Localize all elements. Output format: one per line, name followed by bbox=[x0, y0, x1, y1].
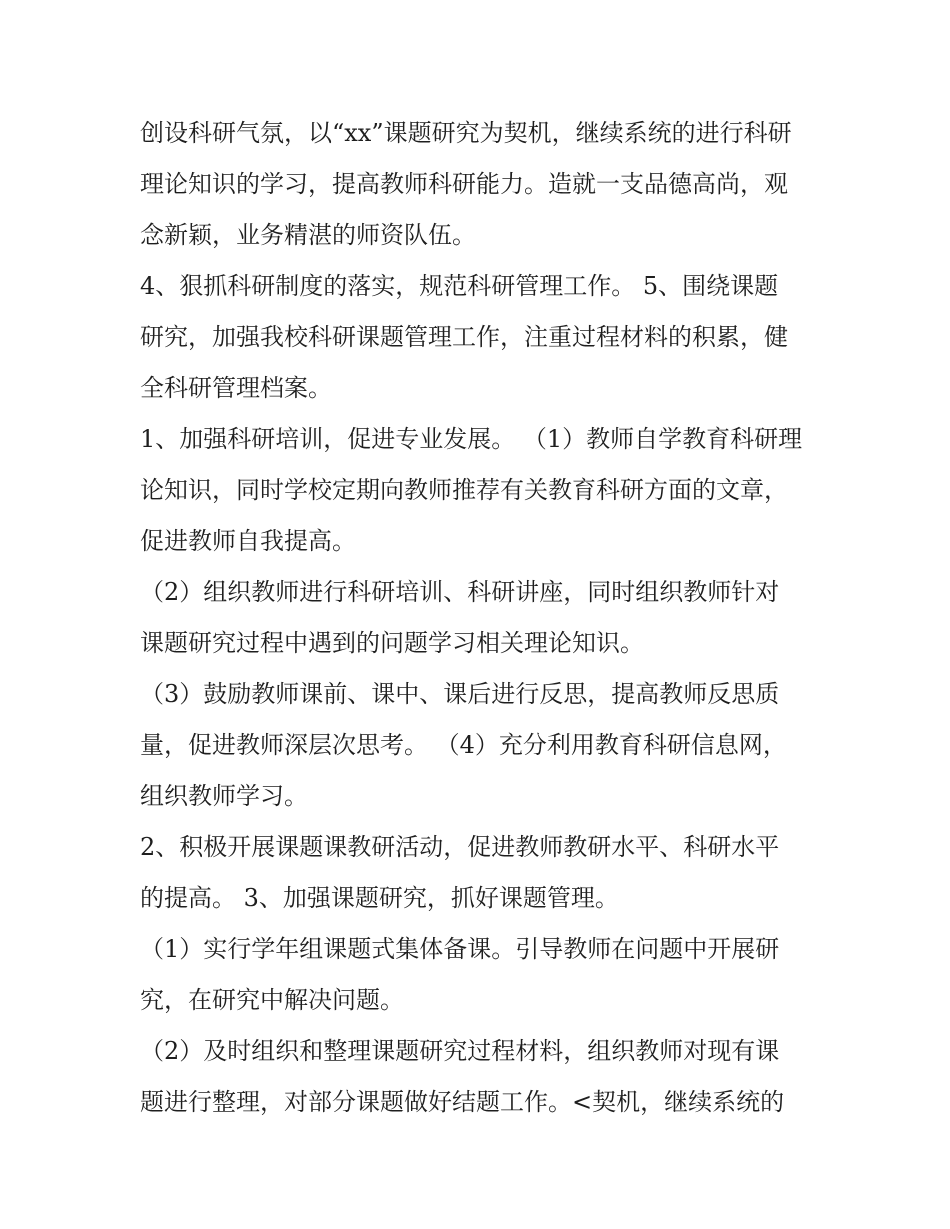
text-line: 理论知识的学习，提高教师科研能力。造就一支品德高尚，观 bbox=[140, 170, 788, 198]
text-line: 全科研管理档案。 bbox=[140, 374, 332, 402]
document-body bbox=[140, 108, 820, 1128]
text-line: 2、积极开展课题课教研活动，促进教师教研水平、科研水平 bbox=[140, 833, 780, 861]
text-line: 究，在研究中解决问题。 bbox=[140, 986, 404, 1014]
text-line: （2）及时组织和整理课题研究过程材料，组织教师对现有课 bbox=[140, 1037, 780, 1065]
text-line: 课题研究过程中遇到的问题学习相关理论知识。 bbox=[140, 629, 644, 657]
text-line: （1）实行学年组课题式集体备课。引导教师在问题中开展研 bbox=[140, 935, 780, 963]
text-line: 1、加强科研培训，促进专业发展。 （1）教师自学教育科研理 bbox=[140, 425, 803, 453]
text-line: 研究，加强我校科研课题管理工作，注重过程材料的积累，健 bbox=[140, 323, 788, 351]
text-line: 量，促进教师深层次思考。 （4）充分利用教育科研信息网， bbox=[140, 731, 787, 759]
text-line: （2）组织教师进行科研培训、科研讲座，同时组织教师针对 bbox=[140, 578, 780, 606]
text-line: （3）鼓励教师课前、课中、课后进行反思，提高教师反思质 bbox=[140, 680, 780, 708]
text-line: 念新颖，业务精湛的师资队伍。 bbox=[140, 221, 476, 249]
text-line: 4、狠抓科研制度的落实，规范科研管理工作。 5、围绕课题 bbox=[140, 272, 779, 300]
text-line: 的提高。 3、加强课题研究，抓好课题管理。 bbox=[140, 884, 619, 912]
text-line: 论知识，同时学校定期向教师推荐有关教育科研方面的文章， bbox=[140, 476, 788, 504]
text-line: 题进行整理，对部分课题做好结题工作。<契机，继续系统的 bbox=[140, 1088, 785, 1116]
text-line: 创设科研气氛，以“xx”课题研究为契机，继续系统的进行科研 bbox=[140, 119, 792, 147]
text-line: 促进教师自我提高。 bbox=[140, 527, 356, 555]
text-line: 组织教师学习。 bbox=[140, 782, 308, 810]
